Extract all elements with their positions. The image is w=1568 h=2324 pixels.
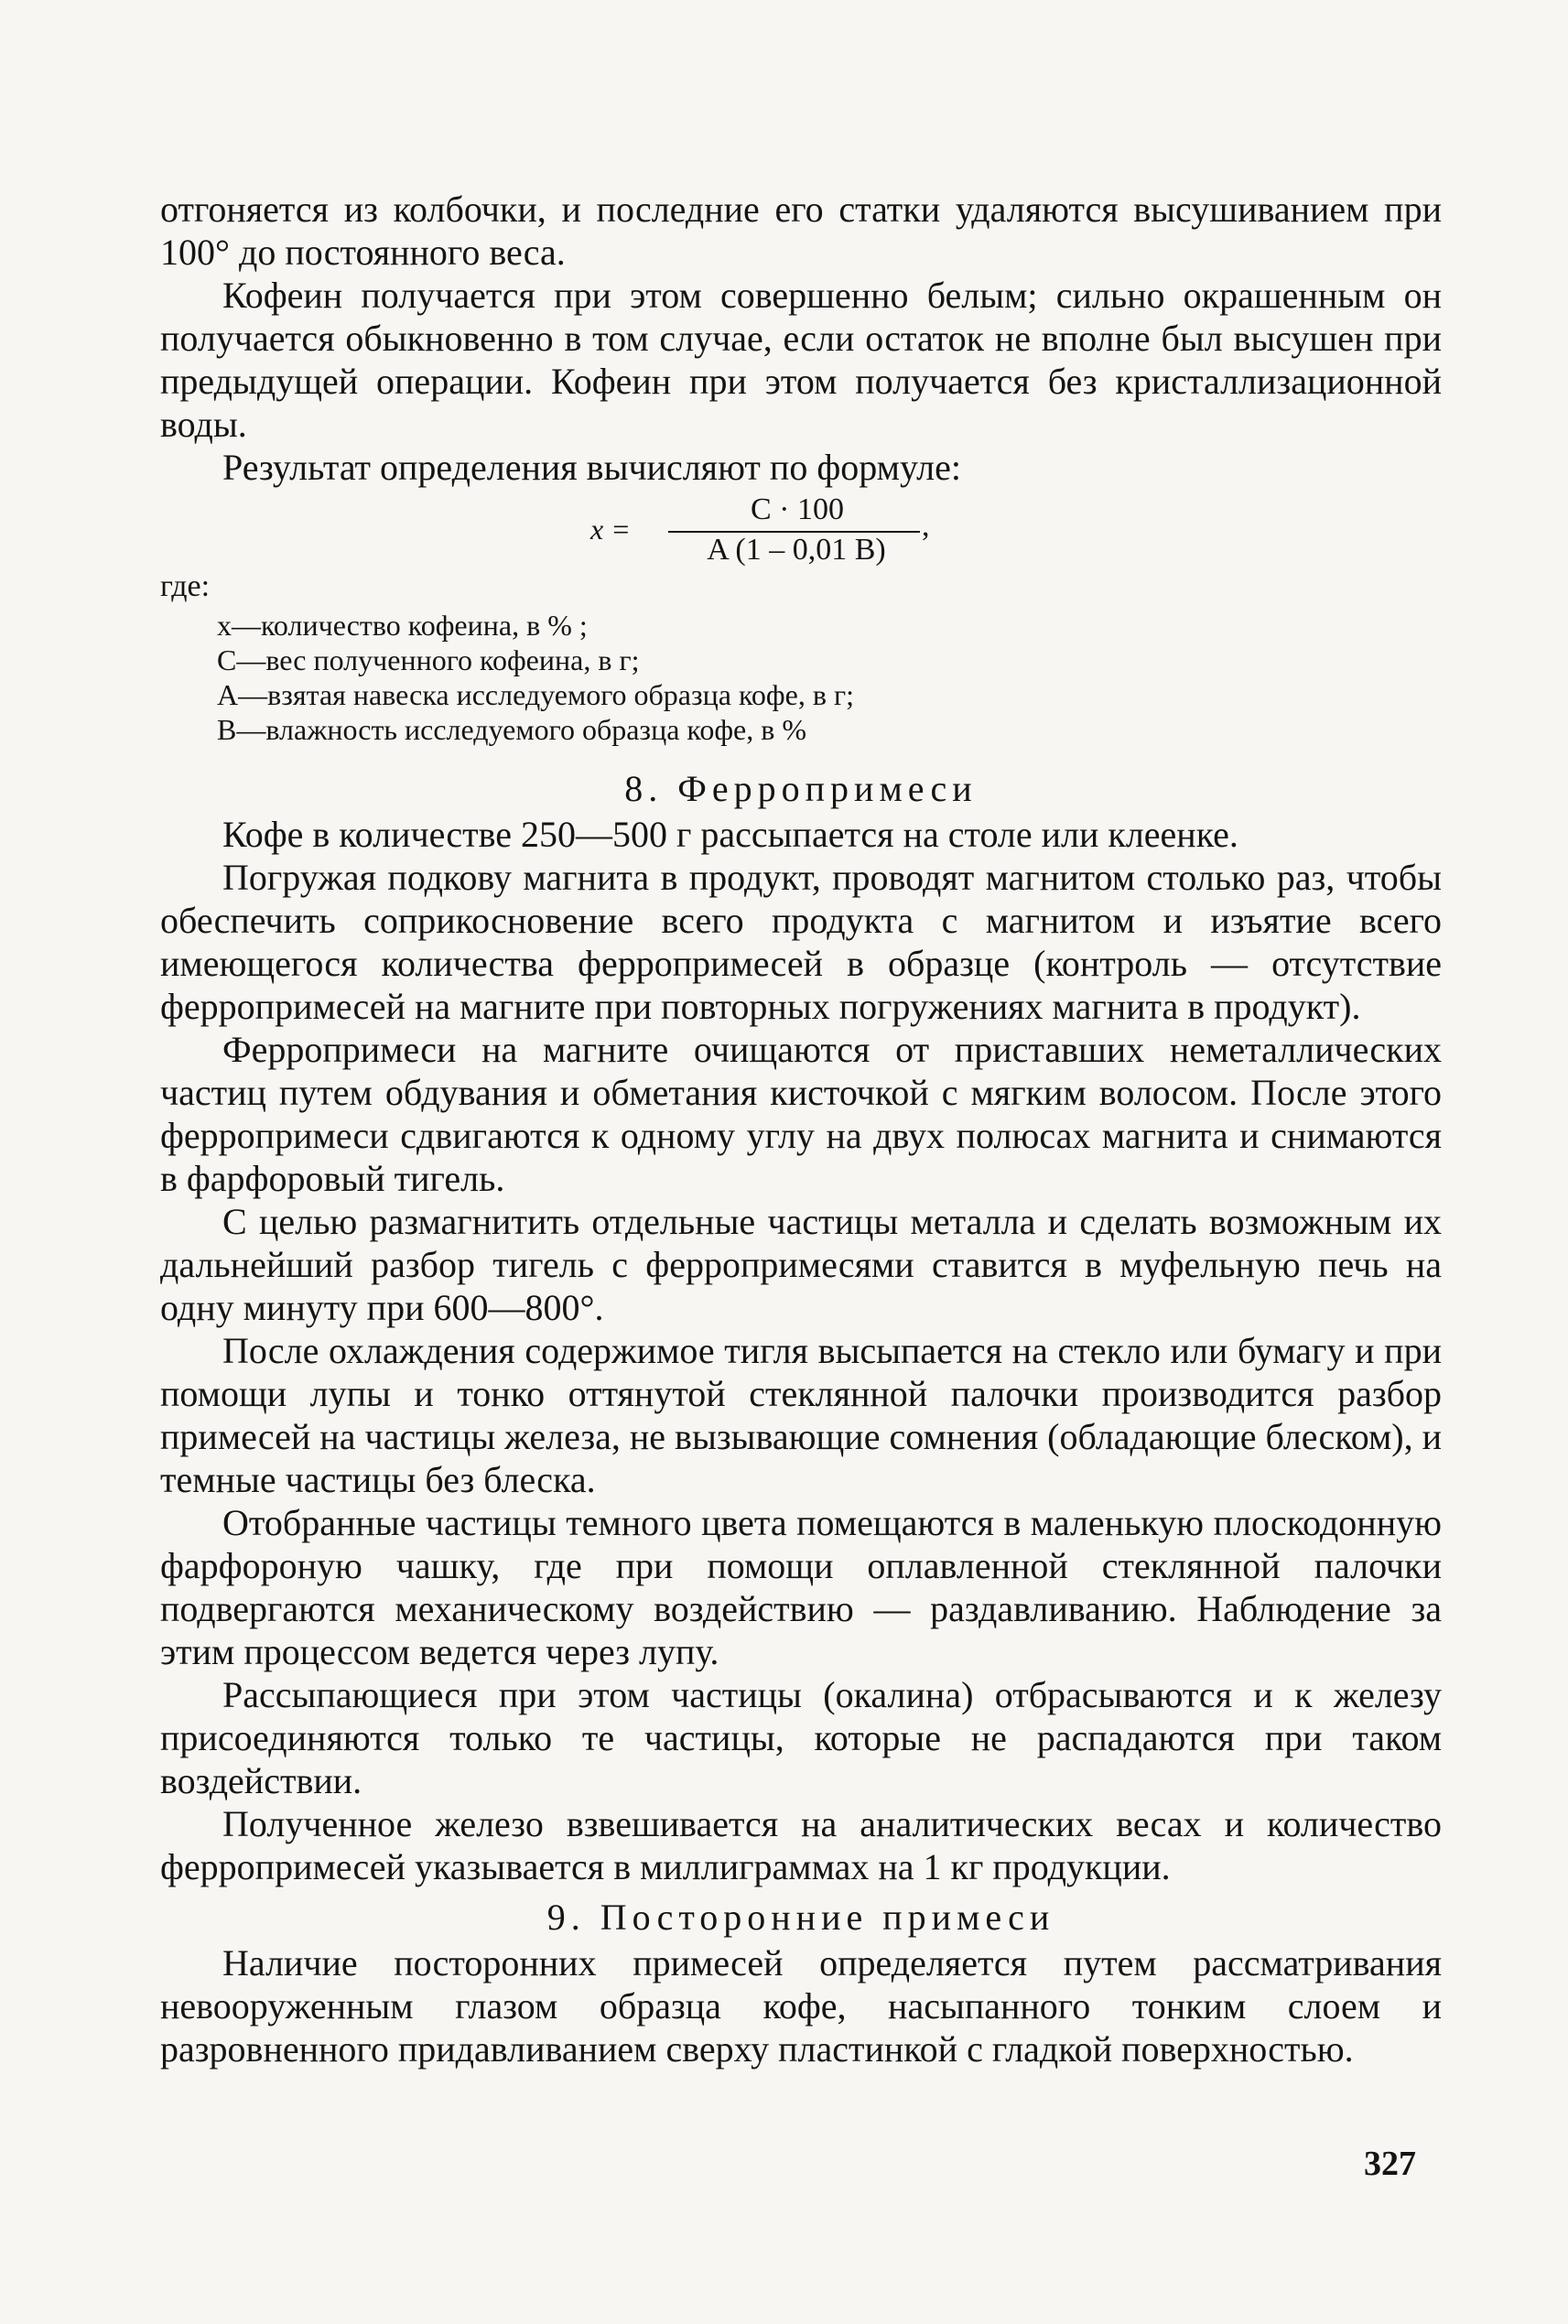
paragraph: Полученное железо взвешивается на аналитических весах и количество ферропримесей указывается в миллиграммах на 1 кг продукции.	[160, 1803, 1442, 1887]
paragraph: Кофе в количестве 250—500 г рассыпается на столе или клеенке.	[222, 814, 1238, 855]
paragraph: После охлаждения содержимое тигля высыпается на стекло или бумагу и при помощи лупы и тонко оттянутой стеклянной палочки производится разбор примесей на частицы железа, не вызывающие сомнения (обладающие блеском), и темные частицы без блеска.	[160, 1330, 1442, 1500]
section-heading: 8. Ферропримеси	[624, 768, 978, 809]
section-heading: 9. Посторонние примеси	[546, 1897, 1055, 1938]
definition-item: x—количество кофеина, в % ;	[217, 609, 588, 642]
paragraph: Результат определения вычисляют по формуле:	[222, 447, 962, 488]
paragraph: С целью размагнитить отдельные частицы металла и сделать возможным их дальнейший разбор тигель с ферропримесями ставится в муфельную печь на одну минуту при 600—800°.	[160, 1201, 1442, 1328]
formula-numerator: C · 100	[751, 492, 844, 526]
formula	[160, 492, 1442, 569]
paragraph: Наличие посторонних примесей определяется путем рассматривания невооруженным глазом образца кофе, насыпанного тонким слоем и разровненного придавливанием сверху пластинкой с гладкой поверхностью.	[160, 1942, 1442, 2070]
paragraph: Ферропримеси на магните очищаются от приставших неметаллических частиц путем обдувания и обметания кисточкой с мягким волосом. После этого ферропримеси сдвигаются к одному углу на двух полюсах магнита и снимаются в фарфоровый тигель.	[160, 1029, 1442, 1199]
formula-lhs: x =	[590, 513, 631, 546]
where-label: где:	[160, 569, 211, 603]
definition-item: A—взятая навеска исследуемого образца кофе, в г;	[217, 678, 854, 711]
page-body	[160, 188, 1442, 2070]
paragraph: Кофеин получается при этом совершенно белым; сильно окрашенным он получается обыкновенно в том случае, если остаток не вполне был высушен при предыдущей операции. Кофеин при этом получается без кристаллизационной воды.	[160, 275, 1442, 445]
paragraph: отгоняется из колбочки, и последние его статки удаляются высушиванием при 100° до постоянного веса.	[160, 189, 1442, 273]
paragraph: Отобранные частицы темного цвета помещаются в маленькую плоскодонную фарфороную чашку, где при помощи оплавленной стеклянной палочки подвергаются механическому воздействию — раздавливанию. Наблюдение за этим процессом ведется через лупу.	[160, 1502, 1442, 1672]
page-number: 327	[1364, 2145, 1416, 2183]
definition-list	[160, 608, 1442, 747]
paragraph: Погружая подкову магнита в продукт, проводят магнитом столько раз, чтобы обеспечить соприкосновение всего продукта с магнитом и изъятие всего имеющегося количества ферропримесей в образце (контроль — отсутствие ферропримесей на магните при повторных погружениях магнита в продукт).	[160, 857, 1442, 1027]
formula-comma: ,	[922, 509, 930, 543]
definition-item: B—влажность исследуемого образца кофе, в %	[217, 713, 807, 746]
formula-denominator: A (1 – 0,01 B)	[707, 533, 886, 567]
definition-item: C—вес полученного кофеина, в г;	[217, 643, 640, 676]
paragraph: Рассыпающиеся при этом частицы (окалина) отбрасываются и к железу присоединяются только те частицы, которые не распадаются при таком воздействии.	[160, 1674, 1442, 1801]
